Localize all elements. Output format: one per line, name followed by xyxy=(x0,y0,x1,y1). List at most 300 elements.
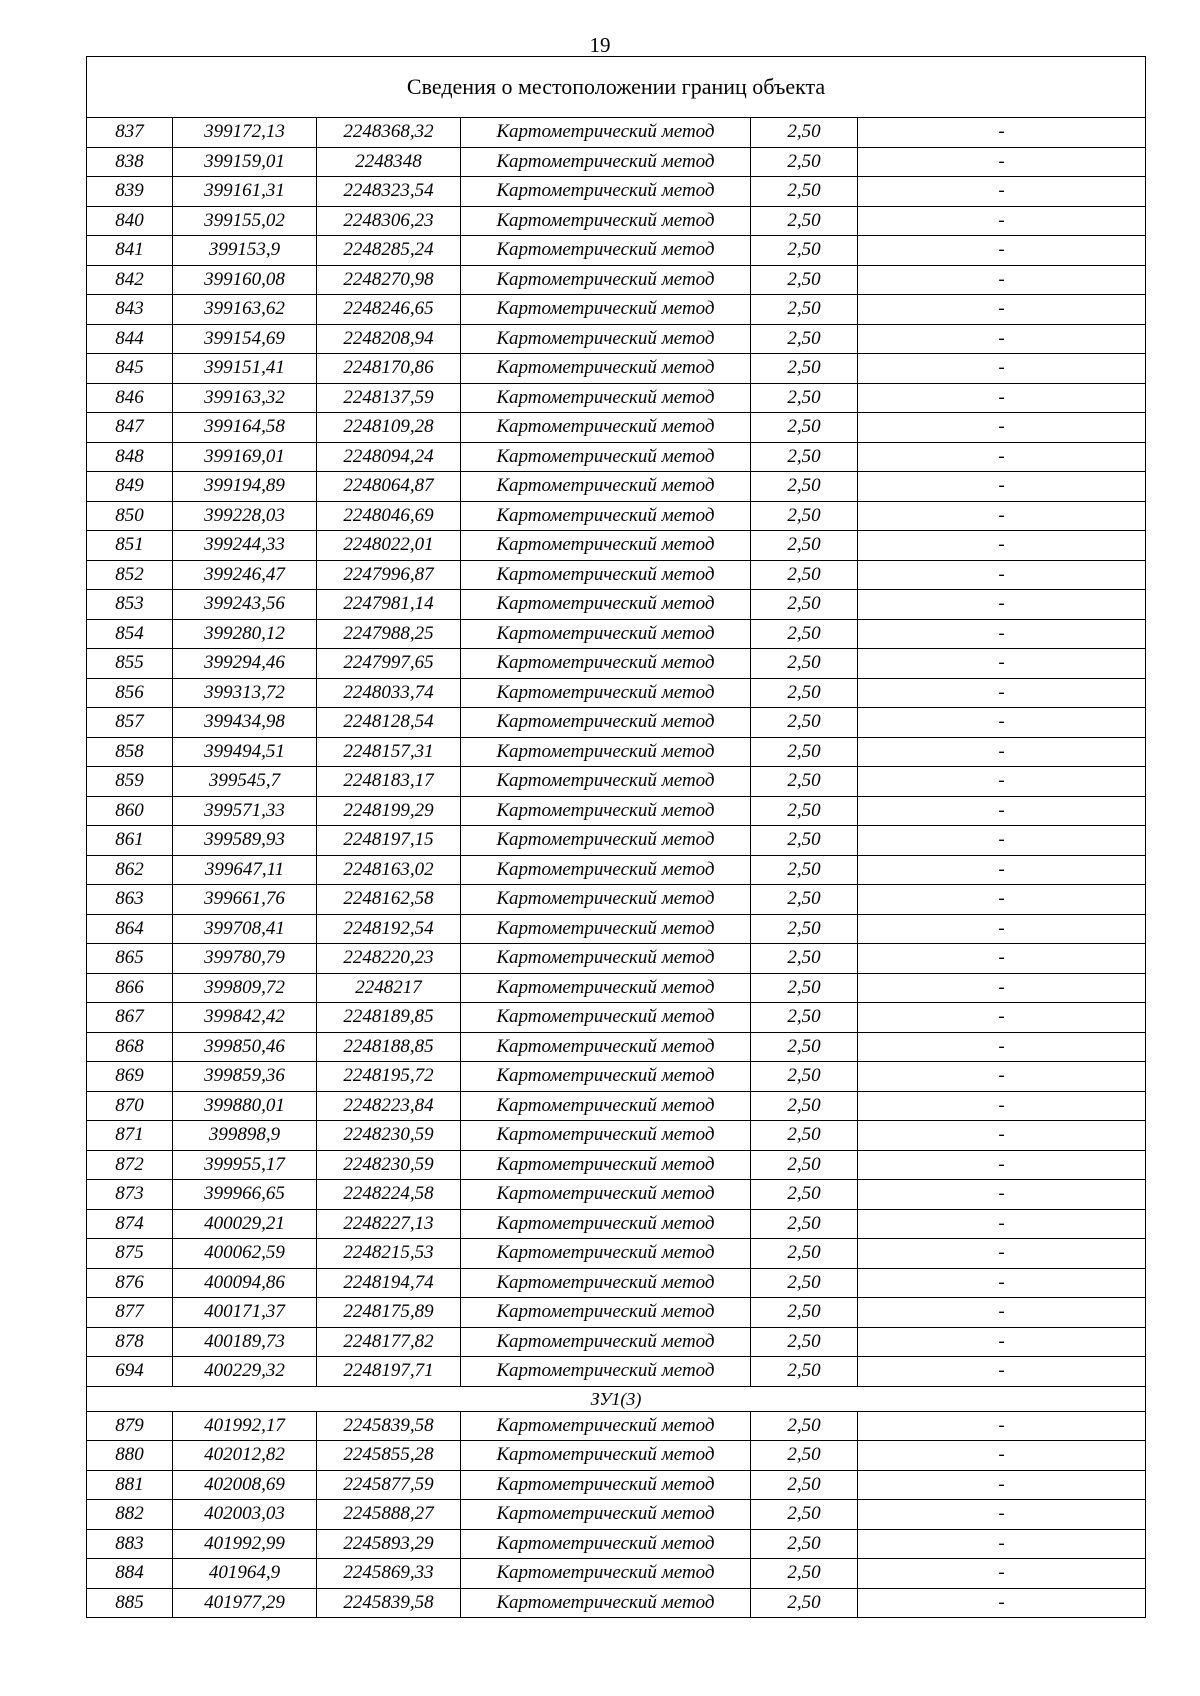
description-cell: - xyxy=(858,796,1146,826)
description-cell: - xyxy=(858,1411,1146,1441)
y-coordinate-cell: 2248094,24 xyxy=(317,442,461,472)
description-cell: - xyxy=(858,1298,1146,1328)
method-cell: Картометрический метод xyxy=(461,973,751,1003)
table-row xyxy=(87,206,1146,236)
y-coordinate-cell: 2247981,14 xyxy=(317,590,461,620)
table-row xyxy=(87,1209,1146,1239)
method-cell: Картометрический метод xyxy=(461,1298,751,1328)
description-cell: - xyxy=(858,914,1146,944)
y-coordinate-cell: 2248270,98 xyxy=(317,265,461,295)
y-coordinate-cell: 2248022,01 xyxy=(317,531,461,561)
method-cell: Картометрический метод xyxy=(461,1441,751,1471)
x-coordinate-cell: 401964,9 xyxy=(173,1559,317,1589)
point-number-cell: 880 xyxy=(87,1441,173,1471)
method-cell: Картометрический метод xyxy=(461,383,751,413)
point-number-cell: 858 xyxy=(87,737,173,767)
accuracy-cell: 2,50 xyxy=(751,1529,858,1559)
y-coordinate-cell: 2248188,85 xyxy=(317,1032,461,1062)
y-coordinate-cell: 2248137,59 xyxy=(317,383,461,413)
table-row xyxy=(87,1239,1146,1269)
table-row xyxy=(87,1357,1146,1387)
method-cell: Картометрический метод xyxy=(461,1470,751,1500)
table-row xyxy=(87,1529,1146,1559)
x-coordinate-cell: 399228,03 xyxy=(173,501,317,531)
description-cell: - xyxy=(858,1003,1146,1033)
table-row xyxy=(87,295,1146,325)
method-cell: Картометрический метод xyxy=(461,796,751,826)
point-number-cell: 885 xyxy=(87,1588,173,1618)
table-title: Сведения о местоположении границ объекта xyxy=(87,57,1146,118)
table-row xyxy=(87,383,1146,413)
method-cell: Картометрический метод xyxy=(461,118,751,148)
point-number-cell: 875 xyxy=(87,1239,173,1269)
point-number-cell: 871 xyxy=(87,1121,173,1151)
table-row xyxy=(87,1062,1146,1092)
x-coordinate-cell: 401977,29 xyxy=(173,1588,317,1618)
y-coordinate-cell: 2248177,82 xyxy=(317,1327,461,1357)
method-cell: Картометрический метод xyxy=(461,1091,751,1121)
x-coordinate-cell: 401992,99 xyxy=(173,1529,317,1559)
y-coordinate-cell: 2248199,29 xyxy=(317,796,461,826)
x-coordinate-cell: 400229,32 xyxy=(173,1357,317,1387)
table-row xyxy=(87,1559,1146,1589)
table-row xyxy=(87,354,1146,384)
accuracy-cell: 2,50 xyxy=(751,1470,858,1500)
description-cell: - xyxy=(858,737,1146,767)
y-coordinate-cell: 2248230,59 xyxy=(317,1150,461,1180)
accuracy-cell: 2,50 xyxy=(751,1091,858,1121)
method-cell: Картометрический метод xyxy=(461,944,751,974)
table-row xyxy=(87,1298,1146,1328)
description-cell: - xyxy=(858,236,1146,266)
point-number-cell: 854 xyxy=(87,619,173,649)
x-coordinate-cell: 399160,08 xyxy=(173,265,317,295)
table-row xyxy=(87,649,1146,679)
accuracy-cell: 2,50 xyxy=(751,1062,858,1092)
description-cell: - xyxy=(858,1559,1146,1589)
accuracy-cell: 2,50 xyxy=(751,1150,858,1180)
accuracy-cell: 2,50 xyxy=(751,501,858,531)
method-cell: Картометрический метод xyxy=(461,1150,751,1180)
method-cell: Картометрический метод xyxy=(461,236,751,266)
point-number-cell: 873 xyxy=(87,1180,173,1210)
x-coordinate-cell: 399153,9 xyxy=(173,236,317,266)
method-cell: Картометрический метод xyxy=(461,206,751,236)
x-coordinate-cell: 399850,46 xyxy=(173,1032,317,1062)
table-row xyxy=(87,147,1146,177)
y-coordinate-cell: 2245839,58 xyxy=(317,1588,461,1618)
table-row xyxy=(87,324,1146,354)
method-cell: Картометрический метод xyxy=(461,177,751,207)
y-coordinate-cell: 2248175,89 xyxy=(317,1298,461,1328)
method-cell: Картометрический метод xyxy=(461,1180,751,1210)
y-coordinate-cell: 2248163,02 xyxy=(317,855,461,885)
accuracy-cell: 2,50 xyxy=(751,1559,858,1589)
y-coordinate-cell: 2248224,58 xyxy=(317,1180,461,1210)
point-number-cell: 846 xyxy=(87,383,173,413)
table-row xyxy=(87,236,1146,266)
accuracy-cell: 2,50 xyxy=(751,1032,858,1062)
accuracy-cell: 2,50 xyxy=(751,1180,858,1210)
y-coordinate-cell: 2248215,53 xyxy=(317,1239,461,1269)
method-cell: Картометрический метод xyxy=(461,1239,751,1269)
table-row xyxy=(87,1327,1146,1357)
x-coordinate-cell: 399244,33 xyxy=(173,531,317,561)
description-cell: - xyxy=(858,354,1146,384)
y-coordinate-cell: 2248064,87 xyxy=(317,472,461,502)
point-number-cell: 857 xyxy=(87,708,173,738)
table-row xyxy=(87,678,1146,708)
table-row xyxy=(87,442,1146,472)
description-cell: - xyxy=(858,1268,1146,1298)
y-coordinate-cell: 2248192,54 xyxy=(317,914,461,944)
method-cell: Картометрический метод xyxy=(461,501,751,531)
y-coordinate-cell: 2248223,84 xyxy=(317,1091,461,1121)
accuracy-cell: 2,50 xyxy=(751,1411,858,1441)
y-coordinate-cell: 2248220,23 xyxy=(317,944,461,974)
description-cell: - xyxy=(858,383,1146,413)
table-row xyxy=(87,265,1146,295)
method-cell: Картометрический метод xyxy=(461,826,751,856)
accuracy-cell: 2,50 xyxy=(751,1298,858,1328)
y-coordinate-cell: 2245869,33 xyxy=(317,1559,461,1589)
description-cell: - xyxy=(858,973,1146,1003)
table-row xyxy=(87,1091,1146,1121)
x-coordinate-cell: 399880,01 xyxy=(173,1091,317,1121)
x-coordinate-cell: 399589,93 xyxy=(173,826,317,856)
boundary-coordinates-table xyxy=(86,56,1146,1618)
point-number-cell: 845 xyxy=(87,354,173,384)
y-coordinate-cell: 2245877,59 xyxy=(317,1470,461,1500)
y-coordinate-cell: 2248306,23 xyxy=(317,206,461,236)
description-cell: - xyxy=(858,855,1146,885)
method-cell: Картометрический метод xyxy=(461,413,751,443)
accuracy-cell: 2,50 xyxy=(751,442,858,472)
section-row xyxy=(87,1386,1146,1411)
table-row xyxy=(87,885,1146,915)
accuracy-cell: 2,50 xyxy=(751,1357,858,1387)
table-row xyxy=(87,796,1146,826)
point-number-cell: 837 xyxy=(87,118,173,148)
accuracy-cell: 2,50 xyxy=(751,590,858,620)
point-number-cell: 882 xyxy=(87,1500,173,1530)
description-cell: - xyxy=(858,118,1146,148)
description-cell: - xyxy=(858,206,1146,236)
accuracy-cell: 2,50 xyxy=(751,1327,858,1357)
method-cell: Картометрический метод xyxy=(461,1209,751,1239)
x-coordinate-cell: 399661,76 xyxy=(173,885,317,915)
description-cell: - xyxy=(858,1180,1146,1210)
x-coordinate-cell: 399313,72 xyxy=(173,678,317,708)
point-number-cell: 840 xyxy=(87,206,173,236)
accuracy-cell: 2,50 xyxy=(751,354,858,384)
accuracy-cell: 2,50 xyxy=(751,944,858,974)
x-coordinate-cell: 399545,7 xyxy=(173,767,317,797)
description-cell: - xyxy=(858,767,1146,797)
x-coordinate-cell: 400189,73 xyxy=(173,1327,317,1357)
method-cell: Картометрический метод xyxy=(461,531,751,561)
x-coordinate-cell: 399898,9 xyxy=(173,1121,317,1151)
description-cell: - xyxy=(858,560,1146,590)
description-cell: - xyxy=(858,531,1146,561)
accuracy-cell: 2,50 xyxy=(751,1500,858,1530)
x-coordinate-cell: 402012,82 xyxy=(173,1441,317,1471)
method-cell: Картометрический метод xyxy=(461,1411,751,1441)
point-number-cell: 844 xyxy=(87,324,173,354)
method-cell: Картометрический метод xyxy=(461,1327,751,1357)
accuracy-cell: 2,50 xyxy=(751,118,858,148)
table-row xyxy=(87,767,1146,797)
description-cell: - xyxy=(858,1091,1146,1121)
point-number-cell: 847 xyxy=(87,413,173,443)
method-cell: Картометрический метод xyxy=(461,560,751,590)
point-number-cell: 866 xyxy=(87,973,173,1003)
accuracy-cell: 2,50 xyxy=(751,383,858,413)
table-row xyxy=(87,1180,1146,1210)
y-coordinate-cell: 2248194,74 xyxy=(317,1268,461,1298)
y-coordinate-cell: 2248285,24 xyxy=(317,236,461,266)
table-row xyxy=(87,590,1146,620)
point-number-cell: 878 xyxy=(87,1327,173,1357)
x-coordinate-cell: 399159,01 xyxy=(173,147,317,177)
y-coordinate-cell: 2248128,54 xyxy=(317,708,461,738)
point-number-cell: 868 xyxy=(87,1032,173,1062)
x-coordinate-cell: 400029,21 xyxy=(173,1209,317,1239)
table-row xyxy=(87,560,1146,590)
y-coordinate-cell: 2248195,72 xyxy=(317,1062,461,1092)
description-cell: - xyxy=(858,885,1146,915)
point-number-cell: 869 xyxy=(87,1062,173,1092)
accuracy-cell: 2,50 xyxy=(751,236,858,266)
x-coordinate-cell: 399161,31 xyxy=(173,177,317,207)
accuracy-cell: 2,50 xyxy=(751,649,858,679)
point-number-cell: 863 xyxy=(87,885,173,915)
method-cell: Картометрический метод xyxy=(461,265,751,295)
description-cell: - xyxy=(858,1529,1146,1559)
point-number-cell: 850 xyxy=(87,501,173,531)
method-cell: Картометрический метод xyxy=(461,442,751,472)
description-cell: - xyxy=(858,177,1146,207)
table-row xyxy=(87,1500,1146,1530)
description-cell: - xyxy=(858,413,1146,443)
accuracy-cell: 2,50 xyxy=(751,619,858,649)
accuracy-cell: 2,50 xyxy=(751,1239,858,1269)
accuracy-cell: 2,50 xyxy=(751,413,858,443)
description-cell: - xyxy=(858,265,1146,295)
method-cell: Картометрический метод xyxy=(461,1268,751,1298)
description-cell: - xyxy=(858,1239,1146,1269)
x-coordinate-cell: 399571,33 xyxy=(173,796,317,826)
point-number-cell: 872 xyxy=(87,1150,173,1180)
description-cell: - xyxy=(858,826,1146,856)
x-coordinate-cell: 400171,37 xyxy=(173,1298,317,1328)
method-cell: Картометрический метод xyxy=(461,708,751,738)
y-coordinate-cell: 2248162,58 xyxy=(317,885,461,915)
table-row xyxy=(87,973,1146,1003)
method-cell: Картометрический метод xyxy=(461,295,751,325)
accuracy-cell: 2,50 xyxy=(751,1209,858,1239)
description-cell: - xyxy=(858,147,1146,177)
accuracy-cell: 2,50 xyxy=(751,206,858,236)
method-cell: Картометрический метод xyxy=(461,1003,751,1033)
x-coordinate-cell: 399163,62 xyxy=(173,295,317,325)
y-coordinate-cell: 2248208,94 xyxy=(317,324,461,354)
x-coordinate-cell: 399842,42 xyxy=(173,1003,317,1033)
accuracy-cell: 2,50 xyxy=(751,560,858,590)
point-number-cell: 860 xyxy=(87,796,173,826)
accuracy-cell: 2,50 xyxy=(751,708,858,738)
point-number-cell: 884 xyxy=(87,1559,173,1589)
description-cell: - xyxy=(858,1150,1146,1180)
x-coordinate-cell: 402003,03 xyxy=(173,1500,317,1530)
x-coordinate-cell: 399246,47 xyxy=(173,560,317,590)
point-number-cell: 848 xyxy=(87,442,173,472)
table-row xyxy=(87,1003,1146,1033)
accuracy-cell: 2,50 xyxy=(751,678,858,708)
description-cell: - xyxy=(858,472,1146,502)
y-coordinate-cell: 2248033,74 xyxy=(317,678,461,708)
y-coordinate-cell: 2248170,86 xyxy=(317,354,461,384)
accuracy-cell: 2,50 xyxy=(751,324,858,354)
x-coordinate-cell: 401992,17 xyxy=(173,1411,317,1441)
x-coordinate-cell: 399169,01 xyxy=(173,442,317,472)
point-number-cell: 877 xyxy=(87,1298,173,1328)
x-coordinate-cell: 399172,13 xyxy=(173,118,317,148)
point-number-cell: 849 xyxy=(87,472,173,502)
x-coordinate-cell: 399966,65 xyxy=(173,1180,317,1210)
point-number-cell: 859 xyxy=(87,767,173,797)
description-cell: - xyxy=(858,324,1146,354)
point-number-cell: 876 xyxy=(87,1268,173,1298)
point-number-cell: 851 xyxy=(87,531,173,561)
method-cell: Картометрический метод xyxy=(461,914,751,944)
y-coordinate-cell: 2247988,25 xyxy=(317,619,461,649)
y-coordinate-cell: 2245855,28 xyxy=(317,1441,461,1471)
x-coordinate-cell: 399151,41 xyxy=(173,354,317,384)
x-coordinate-cell: 399859,36 xyxy=(173,1062,317,1092)
table-row xyxy=(87,1268,1146,1298)
accuracy-cell: 2,50 xyxy=(751,177,858,207)
point-number-cell: 879 xyxy=(87,1411,173,1441)
x-coordinate-cell: 399708,41 xyxy=(173,914,317,944)
y-coordinate-cell: 2248189,85 xyxy=(317,1003,461,1033)
method-cell: Картометрический метод xyxy=(461,767,751,797)
description-cell: - xyxy=(858,1327,1146,1357)
table-row xyxy=(87,914,1146,944)
point-number-cell: 881 xyxy=(87,1470,173,1500)
y-coordinate-cell: 2248183,17 xyxy=(317,767,461,797)
accuracy-cell: 2,50 xyxy=(751,767,858,797)
description-cell: - xyxy=(858,1062,1146,1092)
description-cell: - xyxy=(858,501,1146,531)
description-cell: - xyxy=(858,1588,1146,1618)
method-cell: Картометрический метод xyxy=(461,1032,751,1062)
accuracy-cell: 2,50 xyxy=(751,147,858,177)
x-coordinate-cell: 399780,79 xyxy=(173,944,317,974)
x-coordinate-cell: 399494,51 xyxy=(173,737,317,767)
table-row xyxy=(87,413,1146,443)
point-number-cell: 842 xyxy=(87,265,173,295)
table-row xyxy=(87,1032,1146,1062)
point-number-cell: 841 xyxy=(87,236,173,266)
table-row xyxy=(87,826,1146,856)
x-coordinate-cell: 399647,11 xyxy=(173,855,317,885)
table-row xyxy=(87,1150,1146,1180)
table-row xyxy=(87,708,1146,738)
description-cell: - xyxy=(858,1357,1146,1387)
y-coordinate-cell: 2248157,31 xyxy=(317,737,461,767)
y-coordinate-cell: 2248197,71 xyxy=(317,1357,461,1387)
y-coordinate-cell: 2248109,28 xyxy=(317,413,461,443)
method-cell: Картометрический метод xyxy=(461,1559,751,1589)
point-number-cell: 861 xyxy=(87,826,173,856)
description-cell: - xyxy=(858,619,1146,649)
point-number-cell: 852 xyxy=(87,560,173,590)
description-cell: - xyxy=(858,1441,1146,1471)
table-row xyxy=(87,177,1146,207)
description-cell: - xyxy=(858,442,1146,472)
description-cell: - xyxy=(858,295,1146,325)
method-cell: Картометрический метод xyxy=(461,1062,751,1092)
table-row xyxy=(87,1588,1146,1618)
table-row xyxy=(87,118,1146,148)
point-number-cell: 838 xyxy=(87,147,173,177)
table-row xyxy=(87,531,1146,561)
accuracy-cell: 2,50 xyxy=(751,531,858,561)
description-cell: - xyxy=(858,649,1146,679)
table-row xyxy=(87,944,1146,974)
method-cell: Картометрический метод xyxy=(461,472,751,502)
method-cell: Картометрический метод xyxy=(461,354,751,384)
point-number-cell: 855 xyxy=(87,649,173,679)
method-cell: Картометрический метод xyxy=(461,1121,751,1151)
table-row xyxy=(87,501,1146,531)
point-number-cell: 870 xyxy=(87,1091,173,1121)
y-coordinate-cell: 2248227,13 xyxy=(317,1209,461,1239)
x-coordinate-cell: 399164,58 xyxy=(173,413,317,443)
description-cell: - xyxy=(858,708,1146,738)
x-coordinate-cell: 399194,89 xyxy=(173,472,317,502)
section-label: ЗУ1(3) xyxy=(87,1386,1146,1411)
accuracy-cell: 2,50 xyxy=(751,826,858,856)
point-number-cell: 856 xyxy=(87,678,173,708)
table-row xyxy=(87,737,1146,767)
accuracy-cell: 2,50 xyxy=(751,1268,858,1298)
point-number-cell: 843 xyxy=(87,295,173,325)
point-number-cell: 853 xyxy=(87,590,173,620)
description-cell: - xyxy=(858,678,1146,708)
point-number-cell: 865 xyxy=(87,944,173,974)
description-cell: - xyxy=(858,1121,1146,1151)
method-cell: Картометрический метод xyxy=(461,1588,751,1618)
table-row xyxy=(87,472,1146,502)
point-number-cell: 867 xyxy=(87,1003,173,1033)
accuracy-cell: 2,50 xyxy=(751,855,858,885)
table-row xyxy=(87,1411,1146,1441)
accuracy-cell: 2,50 xyxy=(751,1441,858,1471)
method-cell: Картометрический метод xyxy=(461,737,751,767)
y-coordinate-cell: 2248230,59 xyxy=(317,1121,461,1151)
method-cell: Картометрический метод xyxy=(461,885,751,915)
method-cell: Картометрический метод xyxy=(461,619,751,649)
y-coordinate-cell: 2248197,15 xyxy=(317,826,461,856)
x-coordinate-cell: 399294,46 xyxy=(173,649,317,679)
point-number-cell: 874 xyxy=(87,1209,173,1239)
accuracy-cell: 2,50 xyxy=(751,885,858,915)
x-coordinate-cell: 399280,12 xyxy=(173,619,317,649)
point-number-cell: 694 xyxy=(87,1357,173,1387)
table-row xyxy=(87,1121,1146,1151)
